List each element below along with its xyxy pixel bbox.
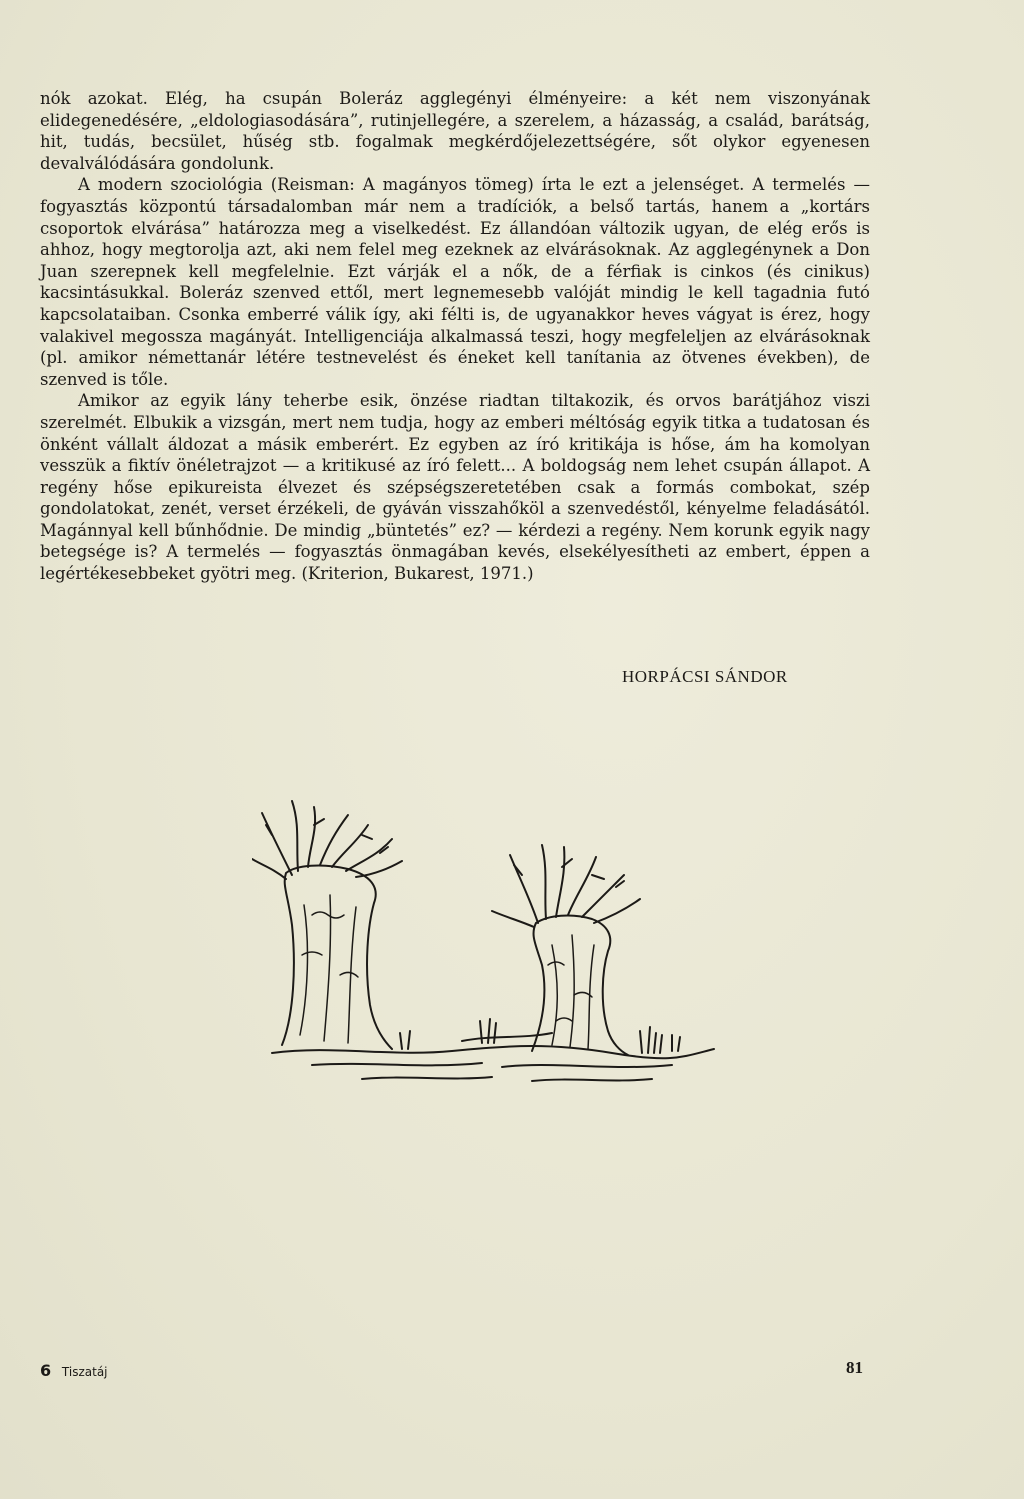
footer-signature bbox=[40, 1361, 108, 1380]
grass-tuft bbox=[480, 1019, 496, 1043]
left-tree-trunk bbox=[282, 866, 392, 1049]
paragraph-1: nók azokat. Elég, ha csupán Boleráz agglegényi élményeire: a két nem viszonyának elidegenedésére, „eldologiasodására”, rutinjellegére, a szerelem, a házasság, a család, barátság, hit, tudás, becsület, hűség stb. fogalmak megkérdőjelezettségére, sőt olykor egyenesen devalválódására gondolunk. bbox=[40, 89, 870, 173]
paragraph-2: A modern szociológia (Reisman: A magányos tömeg) írta le ezt a jelenséget. A termelés — fogyasztás központú társadalomban már nem a tradíciók, a belső tartás, hanem a „kortárs csoportok elvárása” határozza meg a viselkedést. Ez állandóan változik ugyan, de elég erős is ahhoz, hogy megtorolja azt, aki nem felel meg ezeknek az elvárásoknak. Az agglegénynek a Don Juan szerepnek kell megfelelnie. Ezt várják el a nők, de a férfiak is cinkos (és cinikus) kacsintásukkal. Boleráz szenved ettől, mert legnemesebb valóját mindig le kell tagadnia futó kapcsolataiban. Csonka emberré válik így, aki félti is, de ugyanakkor heves vágyat is érez, hogy valakivel megossza magányát. Intelligenciája alkalmassá teszi, hogy megfeleljen az elvárásoknak (pl. amikor némettanár létére testnevelést és éneket kell tanítania az ötvenes években), de szenved is tőle. bbox=[40, 175, 870, 389]
article-body bbox=[40, 88, 870, 585]
grass-tuft bbox=[640, 1027, 662, 1053]
paragraph-3: Amikor az egyik lány teherbe esik, önzése riadtan tiltakozik, és orvos barátjához viszi szerelmét. Elbukik a vizsgán, mert nem tudja, hogy az emberi méltóság egyik titka a tudatosan és önként vállalt áldozat a másik emberért. Ez egyben az író kritikája is hőse, ám ha komolyan vesszük a fiktív önéletrajzot — a kritikusé az író felett... A boldogság nem lehet csupán állapot. A regény hőse epikureista élvezet és szépségszeretetében csak a formás combokat, szép gondolatokat, zenét, verset érzékeli, de gyáván visszahőköl a szenvedéstől, kényelme feladásától. Magánnyal kell bűnhődnie. De mindig „büntetés” ez? — kérdezi a regény. Nem korunk egyik nagy betegsége is? A termelés — fogyasztás önmagában kevés, elsekélyesítheti az embert, éppen a legértékesebbeket gyötri meg. (Kriterion, Bukarest, 1971.) bbox=[40, 391, 870, 584]
author-signature: HORPÁCSI SÁNDOR bbox=[622, 667, 788, 686]
ground-line bbox=[502, 1065, 672, 1067]
ground-line bbox=[532, 1079, 652, 1081]
page-number: 81 bbox=[846, 1358, 863, 1377]
grass-tuft bbox=[400, 1031, 410, 1049]
grass-tuft bbox=[672, 1035, 680, 1051]
ground-line bbox=[312, 1063, 482, 1065]
magazine-name: Tiszatáj bbox=[61, 1365, 108, 1379]
signature-number: 6 bbox=[40, 1361, 52, 1380]
two-pollard-willows-icon bbox=[252, 795, 722, 1085]
ground-line bbox=[362, 1077, 492, 1079]
